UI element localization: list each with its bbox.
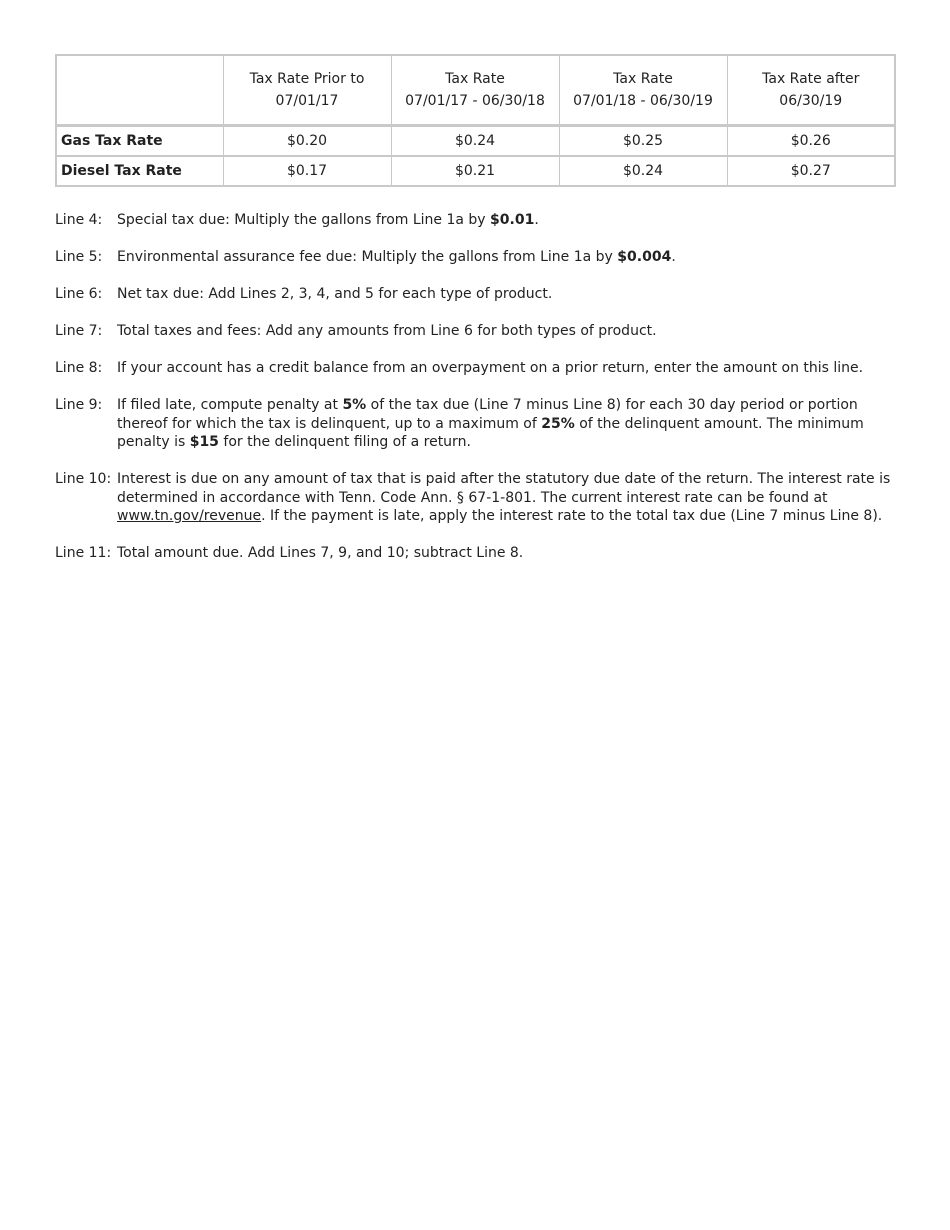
instruction-line-8: [55, 359, 895, 378]
line-text: Net tax due: Add Lines 2, 3, 4, and 5 for each type of product.: [117, 286, 553, 302]
row-label: Diesel Tax Rate: [56, 156, 223, 186]
line-text: Special tax due: Multiply the gallons from Line 1a by $0.01.: [117, 212, 539, 228]
gas-tax-rate-row: [56, 126, 895, 157]
line-label: Line 4:: [55, 212, 103, 228]
header-cell-prior: Tax Rate Prior to 07/01/17: [223, 55, 391, 126]
tax-rate-table: [55, 54, 896, 187]
line-text: Environmental assurance fee due: Multiply the gallons from Line 1a by $0.004.: [117, 249, 676, 265]
line-label: Line 5:: [55, 249, 103, 265]
line-text: If your account has a credit balance from an overpayment on a prior return, enter the amount on this line.: [117, 360, 864, 376]
header-cell-after: Tax Rate after 06/30/19: [727, 55, 895, 126]
instruction-line-11: [55, 544, 895, 563]
line-instructions: [55, 211, 895, 563]
line-label: Line 8:: [55, 360, 103, 376]
line-label: Line 11:: [55, 545, 112, 561]
rate-cell: $0.17: [223, 156, 391, 186]
line-text: Total taxes and fees: Add any amounts from Line 6 for both types of product.: [117, 323, 657, 339]
rate-cell: $0.27: [727, 156, 895, 186]
line-text: If filed late, compute penalty at 5% of the tax due (Line 7 minus Line 8) for each 30 day period or portion thereof for which the tax is delinquent, up to a maximum of 25% of the delinquent amount. The minimum penalty is $15 for the delinquent filing of a return.: [117, 397, 864, 450]
line-text: Total amount due. Add Lines 7, 9, and 10; subtract Line 8.: [117, 545, 524, 561]
diesel-tax-rate-row: [56, 156, 895, 186]
line-text: Interest is due on any amount of tax that is paid after the statutory due date of the return. The interest rate is determined in accordance with Tenn. Code Ann. § 67-1-801. The current interest rate can be found at www.tn.gov/revenue. If the payment is late, apply the interest rate to the total tax due (Line 7 minus Line 8).: [117, 471, 891, 524]
instruction-line-6: [55, 285, 895, 304]
header-corner-cell: [56, 55, 223, 126]
line-label: Line 7:: [55, 323, 103, 339]
rate-cell: $0.26: [727, 126, 895, 157]
rate-cell: $0.20: [223, 126, 391, 157]
instruction-line-4: [55, 211, 895, 230]
line-label: Line 6:: [55, 286, 103, 302]
header-cell-fy19: Tax Rate 07/01/18 - 06/30/19: [559, 55, 727, 126]
line-label: Line 10:: [55, 471, 112, 487]
form-page: [55, 54, 895, 581]
instruction-line-9: [55, 396, 895, 452]
revenue-website-link[interactable]: www.tn.gov/revenue: [117, 508, 262, 524]
line-label: Line 9:: [55, 397, 103, 413]
rate-cell: $0.21: [391, 156, 559, 186]
rate-cell: $0.24: [391, 126, 559, 157]
instruction-line-10: [55, 470, 895, 526]
tax-rate-header-row: [56, 55, 895, 126]
instruction-line-5: [55, 248, 895, 267]
instruction-line-7: [55, 322, 895, 341]
rate-cell: $0.24: [559, 156, 727, 186]
rate-cell: $0.25: [559, 126, 727, 157]
header-cell-fy18: Tax Rate 07/01/17 - 06/30/18: [391, 55, 559, 126]
row-label: Gas Tax Rate: [56, 126, 223, 157]
